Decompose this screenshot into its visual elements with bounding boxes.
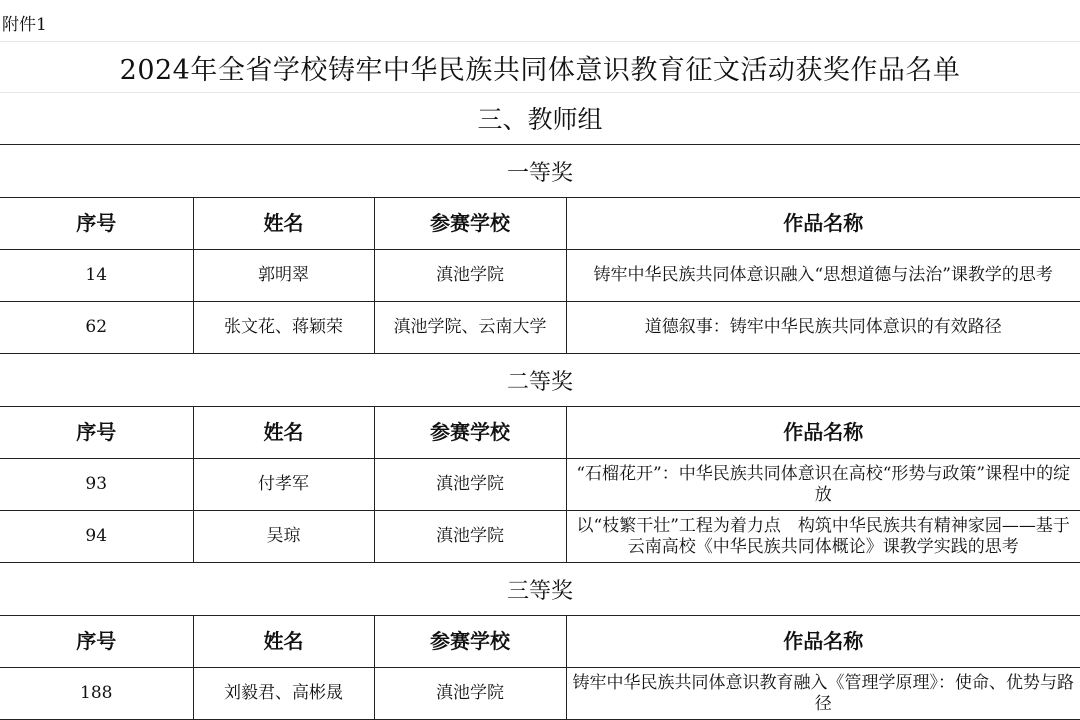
header-school: 参赛学校 (374, 616, 566, 668)
prize-section-first (0, 145, 1080, 354)
cell-work: “石榴花开”：中华民族共同体意识在高校“形势与政策”课程中的绽放 (566, 459, 1080, 511)
header-name: 姓名 (193, 407, 374, 459)
cell-school: 滇池学院 (374, 511, 566, 563)
cell-name: 吴琼 (193, 511, 374, 563)
cell-no: 94 (0, 511, 193, 563)
cell-work: 以“枝繁干壮”工程为着力点 构筑中华民族共有精神家园——基于云南高校《中华民族共同体概论》课教学实践的思考 (566, 511, 1080, 563)
header-no: 序号 (0, 407, 193, 459)
cell-name: 刘毅君、高彬晟 (193, 668, 374, 720)
header-no: 序号 (0, 616, 193, 668)
cell-no: 93 (0, 459, 193, 511)
cell-school: 滇池学院 (374, 459, 566, 511)
table-row (0, 302, 1080, 354)
cell-no: 14 (0, 250, 193, 302)
cell-work: 道德叙事：铸牢中华民族共同体意识的有效路径 (566, 302, 1080, 354)
header-school: 参赛学校 (374, 198, 566, 250)
header-work: 作品名称 (566, 616, 1080, 668)
header-no: 序号 (0, 198, 193, 250)
prize-heading: 二等奖 (0, 354, 1080, 407)
cell-name: 张文花、蒋颖荣 (193, 302, 374, 354)
document-title: 2024年全省学校铸牢中华民族共同体意识教育征文活动获奖作品名单 (0, 41, 1080, 93)
awards-table (0, 407, 1080, 563)
awards-table (0, 198, 1080, 354)
awards-table (0, 616, 1080, 720)
header-work: 作品名称 (566, 198, 1080, 250)
cell-name: 郭明翠 (193, 250, 374, 302)
cell-school: 滇池学院、云南大学 (374, 302, 566, 354)
cell-school: 滇池学院 (374, 668, 566, 720)
cell-work: 铸牢中华民族共同体意识教育融入《管理学原理》：使命、优势与路径 (566, 668, 1080, 720)
table-row (0, 668, 1080, 720)
table-header-row (0, 616, 1080, 668)
table-header-row (0, 198, 1080, 250)
header-work: 作品名称 (566, 407, 1080, 459)
prize-heading: 一等奖 (0, 145, 1080, 198)
prize-heading: 三等奖 (0, 563, 1080, 616)
cell-school: 滇池学院 (374, 250, 566, 302)
cell-no: 188 (0, 668, 193, 720)
prize-section-third (0, 563, 1080, 720)
table-header-row (0, 407, 1080, 459)
attachment-label: 附件1 (2, 15, 47, 35)
cell-name: 付孝军 (193, 459, 374, 511)
cell-work: 铸牢中华民族共同体意识融入“思想道德与法治”课教学的思考 (566, 250, 1080, 302)
table-row (0, 250, 1080, 302)
table-row (0, 511, 1080, 563)
header-name: 姓名 (193, 616, 374, 668)
table-row (0, 459, 1080, 511)
cell-no: 62 (0, 302, 193, 354)
prize-section-second (0, 354, 1080, 563)
header-school: 参赛学校 (374, 407, 566, 459)
group-heading: 三、教师组 (0, 92, 1080, 145)
header-name: 姓名 (193, 198, 374, 250)
